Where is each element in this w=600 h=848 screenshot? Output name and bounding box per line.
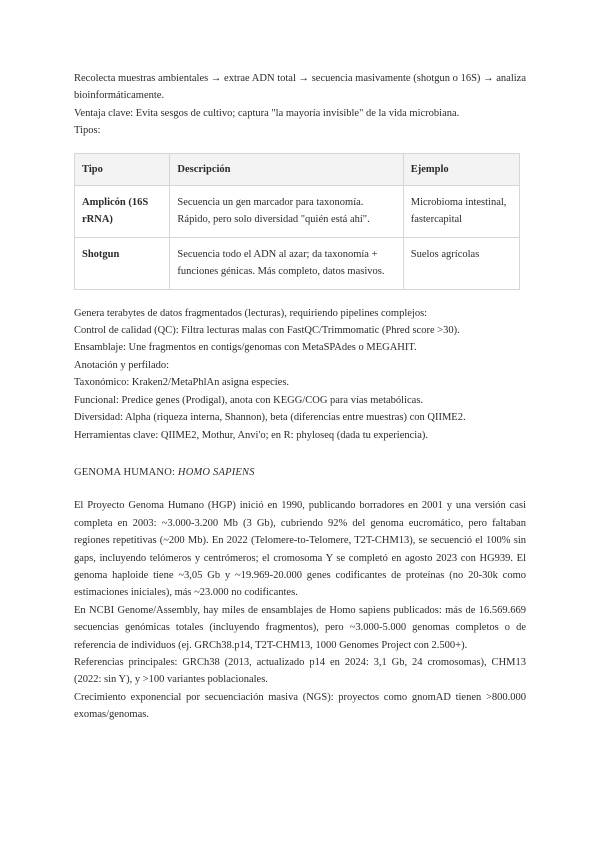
body-paragraph: Crecimiento exponencial por secuenciación masiva (NGS): proyectos como gnomAD tienen >800.000 exomas/genomas. [74, 691, 526, 721]
header-tipo: Tipo [75, 153, 170, 185]
pipeline-line: Genera terabytes de datos fragmentados (lecturas), requiriendo pipelines complejos: [74, 307, 428, 319]
table-header-row [75, 153, 520, 185]
pipeline-line: Anotación y perfilado: [74, 359, 170, 371]
cell-descripcion: Secuencia un gen marcador para taxonomía. Rápido, pero solo diversidad "quién está ahí". [170, 186, 403, 238]
pipeline-line: Ensamblaje: Une fragmentos en contigs/genomas con MetaSPAdes o MEGAHIT. [74, 342, 417, 354]
intro-types-label: Tipos: [74, 125, 101, 137]
intro-workflow: Recolecta muestras ambientales → extrae ADN total → secuencia masivamente (shotgun o 16S) → analiza bioinformáticamente. [74, 73, 526, 102]
header-descripcion: Descripción [170, 153, 403, 185]
table-row [75, 186, 520, 238]
cell-tipo: Amplicón (16S rRNA) [75, 186, 170, 238]
pipeline-line: Control de calidad (QC): Filtra lecturas malas con FastQC/Trimmomatic (Phred score >30). [74, 325, 460, 337]
body-paragraph: Referencias principales: GRCh38 (2013, actualizado p14 en 2024: 3,1 Gb, 24 cromosomas), CHM13 (2022: sin Y), y >100 variantes poblacionales. [74, 656, 526, 686]
intro-advantage: Ventaja clave: Evita sesgos de cultivo; captura "la mayoría invisible" de la vida microbiana. [74, 107, 460, 119]
types-table [74, 153, 520, 290]
section-heading [74, 464, 526, 481]
cell-tipo: Shotgun [75, 237, 170, 289]
pipeline-line: Taxonómico: Kraken2/MetaPhlAn asigna especies. [74, 377, 290, 389]
body-paragraph: En NCBI Genome/Assembly, hay miles de ensamblajes de Homo sapiens publicados: más de 16.569.669 secuencias genómicas totales (incluyendo fragmentos), pero ~3.000-5.000 genomas completos o de referencia de individuos (ej. GRCh38.p14, T2T-CHM13, 1000 Genomes Project con 2.500+). [74, 604, 526, 651]
cell-descripcion: Secuencia todo el ADN al azar; da taxonomía + funciones génicas. Más completo, datos masivos. [170, 237, 403, 289]
pipeline-line: Diversidad: Alpha (riqueza interna, Shannon), beta (diferencias entre muestras) con QIIME2. [74, 412, 466, 424]
body-paragraph: El Proyecto Genoma Humano (HGP) inició en 1990, publicando borradores en 2001 y una versión casi completa en 2003: ~3.000-3.200 Mb (3 Gb), cubriendo 92% del genoma eucromático, pero faltaban regiones repetitivas (~200 Mb). En 2022 (Telomere-to-Telomere, T2T-CHM13), se secuenció el 100% sin gaps, incluyendo telómeros y centrómeros; el cromosoma Y se completó en agosto 2023 con HG939. El genoma haploide tiene ~3,05 Gb y ~19.969-20.000 genes codificantes de proteínas (no 20-30k como estimaciones iniciales), más ~23.000 no codificantes. [74, 500, 526, 599]
header-ejemplo: Ejemplo [403, 153, 519, 185]
pipeline-line: Herramientas clave: QIIME2, Mothur, Anvi'o; en R: phyloseq (dada tu experiencia). [74, 429, 428, 441]
section-heading-prefix: GENOMA HUMANO: [74, 466, 178, 478]
cell-ejemplo: Suelos agrícolas [403, 237, 519, 289]
section-heading-species: HOMO SAPIENS [177, 466, 255, 478]
pipeline-line: Funcional: Predice genes (Prodigal), anota con KEGG/COG para vías metabólicas. [74, 394, 424, 406]
cell-ejemplo: Microbioma intestinal, fastercapital [403, 186, 519, 238]
document-page [74, 70, 526, 724]
table-row [75, 237, 520, 289]
